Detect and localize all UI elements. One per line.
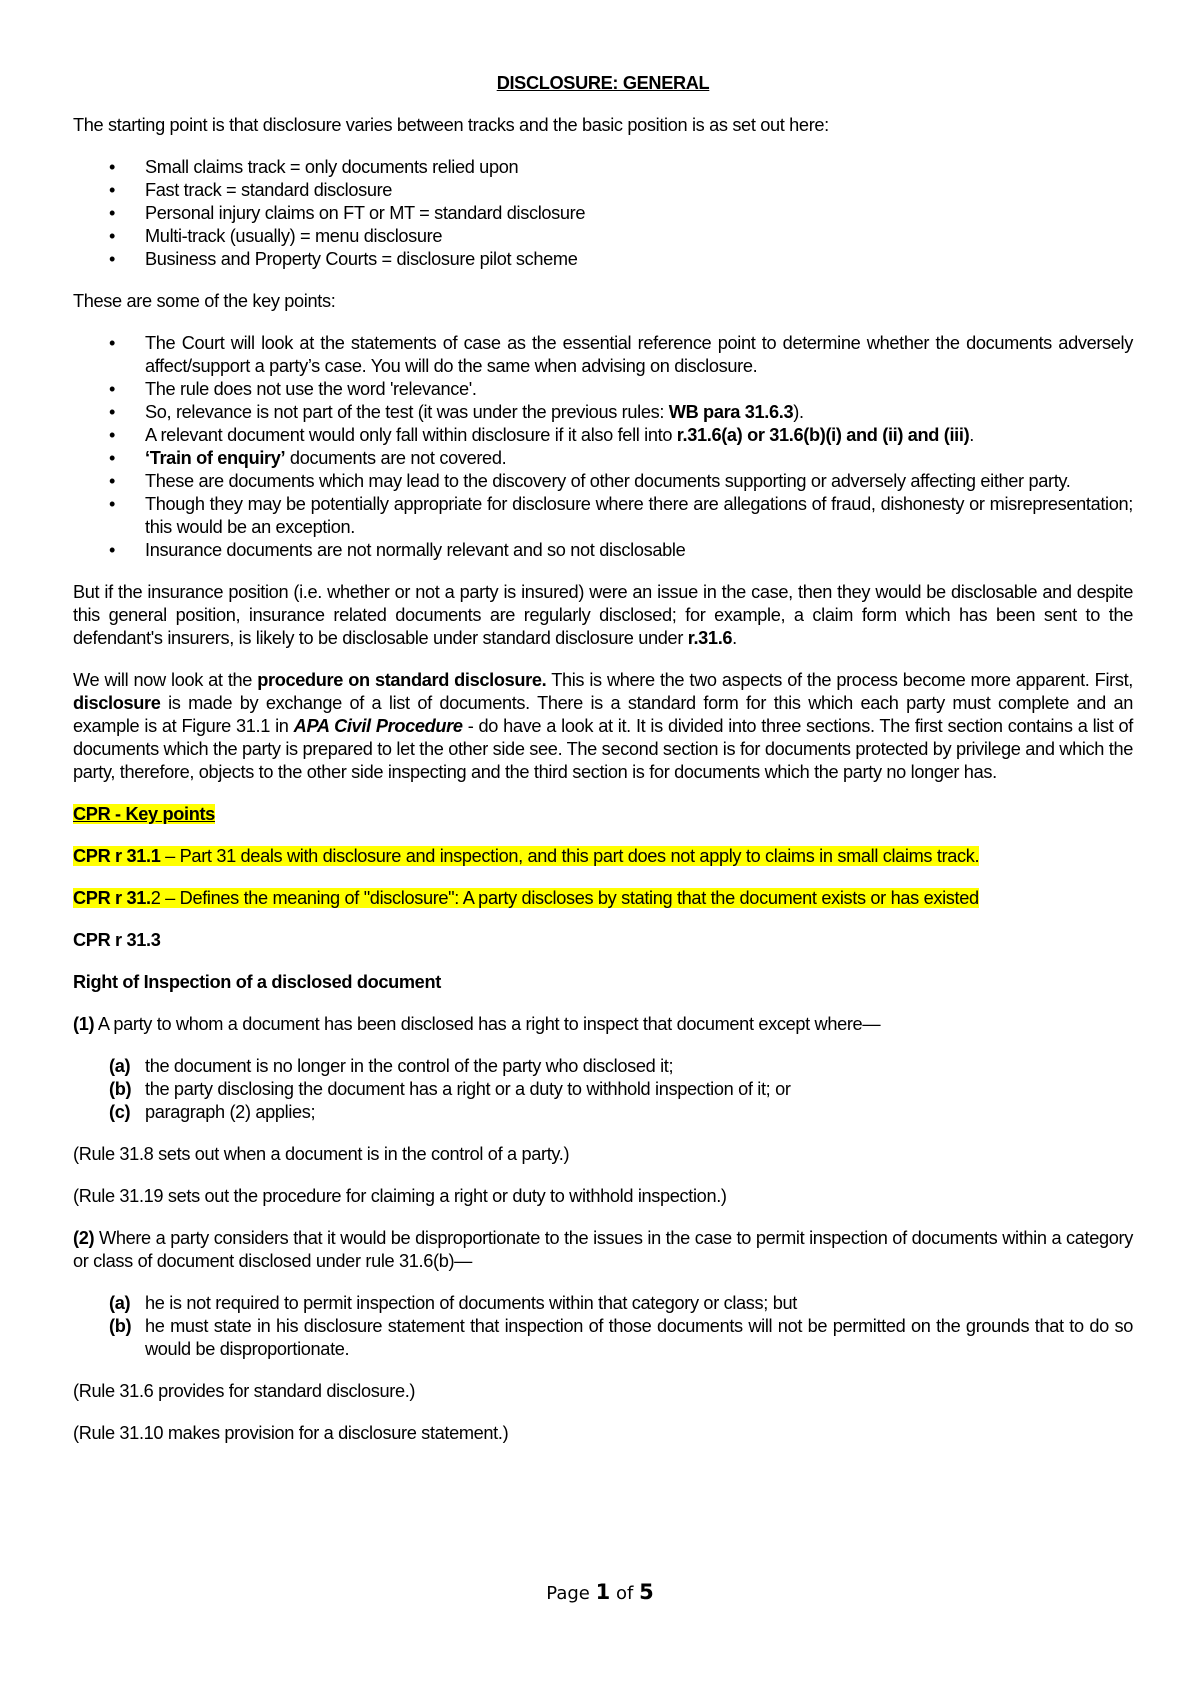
document-title: DISCLOSURE: GENERAL: [496, 73, 710, 93]
bullet-icon: •: [109, 249, 116, 269]
insurance-paragraph: But if the insurance position (i.e. whether or not a party is insured) were an issue in the case, then they would be disclosable and despite this general position, insurance related documents are regularly disclosed; for example, a claim form which has been sent to the defendant's insurers, is likely to be disclosable under standard disclosure under r.31.6.: [73, 582, 1133, 648]
bullet-icon: •: [109, 425, 116, 445]
list-item: • Personal injury claims on FT or MT = standard disclosure: [109, 203, 586, 223]
cpr-31-3-subheading: Right of Inspection of a disclosed document: [73, 972, 441, 992]
list-item: • Multi-track (usually) = menu disclosure: [109, 226, 443, 246]
key-points-intro: These are some of the key points:: [73, 291, 336, 311]
list-item: • These are documents which may lead to the discovery of other documents supporting or adversely affecting either party.: [109, 471, 1071, 491]
bullet-icon: •: [109, 203, 116, 223]
procedure-paragraph: We will now look at the procedure on standard disclosure. This is where the two aspects of the process become more apparent. First, disclosure is made by exchange of a list of documents. There is a standard form for this which each party must complete and an example is at Figure 31.1 in APA Civil Procedure - do have a look at it. It is divided into three sections. The first section contains a list of documents which the party is prepared to let the other side see. The second section is for documents protected by privilege and which the party, therefore, objects to the other side inspecting and the third section is for documents which the party no longer has.: [73, 670, 1133, 782]
list-item: • The rule does not use the word 'relevance'.: [109, 379, 477, 399]
page-number: 1: [595, 1580, 611, 1604]
list-item: (c) paragraph (2) applies;: [109, 1102, 316, 1122]
list-item: • Business and Property Courts = disclosure pilot scheme: [109, 249, 578, 269]
bullet-icon: •: [109, 379, 116, 399]
list-item: • A relevant document would only fall within disclosure if it also fell into r.31.6(a) or 31.6(b)(i) and (ii) and (iii).: [109, 425, 974, 445]
page-total: 5: [639, 1580, 654, 1604]
cpr-31-2-highlight: CPR r 31.2 – Defines the meaning of "disclosure": A party discloses by stating that the document exists or has existed: [73, 888, 979, 908]
cpr-31-3-heading: CPR r 31.3: [73, 930, 161, 950]
note-rule-31-6: (Rule 31.6 provides for standard disclosure.): [73, 1381, 416, 1401]
list-item: (b) the party disclosing the document has a right or a duty to withhold inspection of it; or: [109, 1079, 791, 1099]
bullet-icon: •: [109, 180, 116, 200]
list-item: • ‘Train of enquiry’ documents are not covered.: [109, 448, 507, 468]
tracks-list: [73, 156, 1133, 271]
key-points-list: [73, 332, 1133, 562]
bullet-icon: •: [109, 494, 116, 514]
note-rule-31-10: (Rule 31.10 makes provision for a disclosure statement.): [73, 1423, 509, 1443]
bullet-icon: •: [109, 402, 116, 422]
page-footer: [0, 1580, 1200, 1604]
bullet-icon: •: [109, 226, 116, 246]
page-word: Page: [546, 1583, 590, 1604]
list-item: • Fast track = standard disclosure: [109, 180, 393, 200]
bullet-icon: •: [109, 540, 116, 560]
paragraph-1-list: [73, 1055, 1133, 1124]
list-item: • Small claims track = only documents relied upon: [109, 157, 519, 177]
note-rule-31-8: (Rule 31.8 sets out when a document is in the control of a party.): [73, 1144, 570, 1164]
bullet-icon: •: [109, 471, 116, 491]
list-item: (a) he is not required to permit inspection of documents within that category or class; but: [109, 1293, 797, 1313]
list-item: • The Court will look at the statements of case as the essential reference point to determine whether the documents adversely affect/support a party’s case. You will do the same when advising on disclosure.: [109, 333, 1133, 376]
cpr-31-1-highlight: CPR r 31.1 – Part 31 deals with disclosure and inspection, and this part does not apply to claims in small claims track.: [73, 846, 980, 866]
list-item: (a) the document is no longer in the control of the party who disclosed it;: [109, 1056, 674, 1076]
cpr-key-points-heading: CPR - Key points: [73, 804, 215, 824]
paragraph-1: (1) A party to whom a document has been disclosed has a right to inspect that document except where—: [73, 1014, 881, 1034]
bullet-icon: •: [109, 333, 116, 353]
bullet-icon: •: [109, 448, 116, 468]
paragraph-2-list: [73, 1292, 1133, 1361]
list-item: • So, relevance is not part of the test (it was under the previous rules: WB para 31.6.3).: [109, 402, 804, 422]
document-page: [73, 72, 1133, 1445]
list-item: (b) he must state in his disclosure statement that inspection of those documents will not be permitted on the grounds that to do so would be disproportionate.: [109, 1316, 1133, 1359]
paragraph-2: (2) Where a party considers that it would be disproportionate to the issues in the case to permit inspection of documents within a category or class of document disclosed under rule 31.6(b)—: [73, 1228, 1133, 1271]
note-rule-31-19: (Rule 31.19 sets out the procedure for claiming a right or duty to withhold inspection.): [73, 1186, 727, 1206]
bullet-icon: •: [109, 157, 116, 177]
of-word: of: [615, 1583, 634, 1604]
intro-paragraph: The starting point is that disclosure varies between tracks and the basic position is as set out here:: [73, 115, 829, 135]
list-item: • Insurance documents are not normally relevant and so not disclosable: [109, 540, 686, 560]
list-item: • Though they may be potentially appropriate for disclosure where there are allegations of fraud, dishonesty or misrepresentation; this would be an exception.: [109, 494, 1133, 537]
